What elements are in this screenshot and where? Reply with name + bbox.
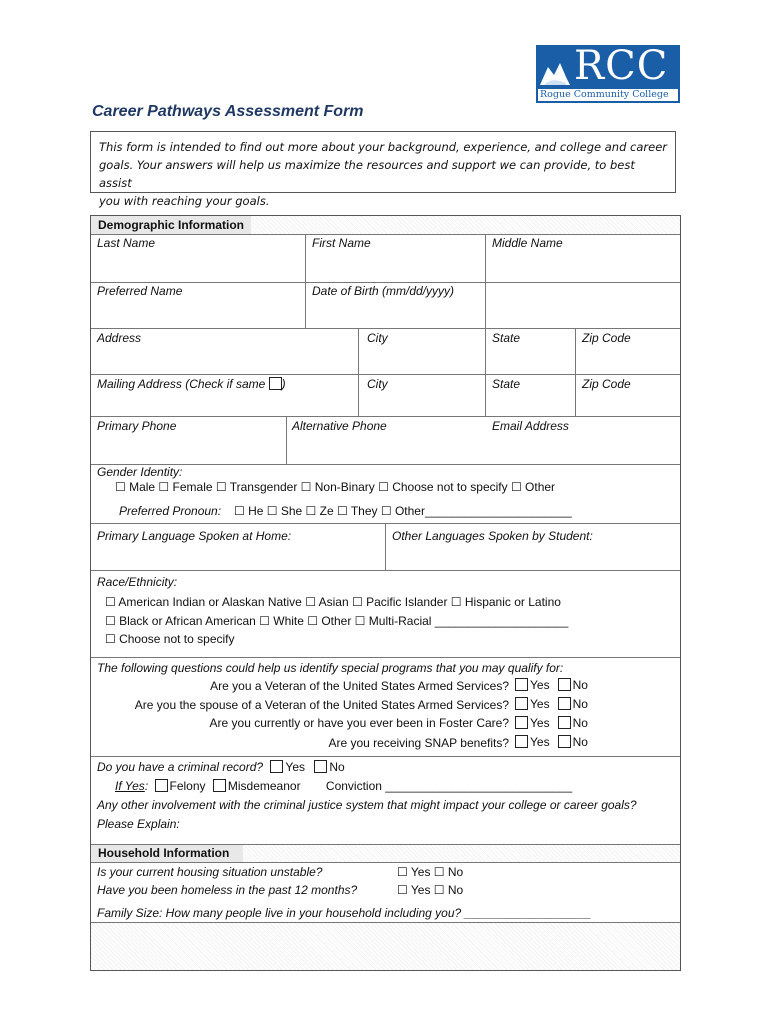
conviction-label: Conviction ____________________________ bbox=[325, 779, 573, 793]
other-languages-label: Other Languages Spoken by Student: bbox=[392, 529, 593, 543]
veteran-yes-checkbox[interactable] bbox=[515, 678, 528, 691]
middle-name-label: Middle Name bbox=[492, 236, 563, 250]
logo-text: RCC bbox=[574, 43, 669, 89]
intro-line-2: goals. Your answers will help us maximize the resources and support we can provide, to best assist bbox=[99, 158, 635, 190]
pronoun-label: Preferred Pronoun: bbox=[119, 504, 222, 518]
race-options-2[interactable]: ☐ Black or African American ☐ White ☐ Other ☐ Multi-Racial ____________________ bbox=[105, 614, 569, 628]
yes-label: Yes bbox=[530, 697, 550, 711]
form-title: Career Pathways Assessment Form bbox=[92, 103, 364, 120]
housing-options[interactable]: ☐ Yes ☐ No bbox=[397, 865, 464, 879]
household-header-shade bbox=[243, 845, 680, 862]
gender-label: Gender Identity: bbox=[97, 465, 183, 479]
spouse-yes-checkbox[interactable] bbox=[515, 697, 528, 710]
felony-checkbox[interactable] bbox=[155, 779, 168, 792]
no-label: No bbox=[572, 678, 588, 692]
foster-answers bbox=[515, 716, 588, 730]
pronoun-options[interactable]: ☐ He ☐ She ☐ Ze ☐ They ☐ Other______________________ bbox=[234, 504, 572, 518]
yes-label: Yes bbox=[530, 716, 550, 730]
foster-no-checkbox[interactable] bbox=[558, 716, 571, 729]
criminal-yes-label: Yes bbox=[285, 760, 305, 774]
spouse-question-row bbox=[135, 698, 509, 712]
no-label: No bbox=[572, 697, 588, 711]
criminal-no-label: No bbox=[329, 760, 345, 774]
please-explain-label: Please Explain: bbox=[97, 817, 180, 831]
mailing-address-label bbox=[97, 377, 286, 391]
homeless-question: Have you been homeless in the past 12 months? bbox=[97, 883, 358, 897]
snap-no-checkbox[interactable] bbox=[558, 735, 571, 748]
primary-phone-label: Primary Phone bbox=[97, 419, 177, 433]
intro-line-1: This form is intended to find out more about your background, experience, and college and career bbox=[99, 140, 668, 154]
criminal-no-checkbox[interactable] bbox=[314, 760, 327, 773]
intro-line-3: you with reaching your goals. bbox=[99, 194, 270, 208]
if-yes-colon: : bbox=[144, 779, 149, 793]
first-name-label: First Name bbox=[312, 236, 371, 250]
city2-label: City bbox=[367, 377, 388, 391]
housing-question: Is your current housing situation unstable? bbox=[97, 865, 323, 879]
demographic-header-label: Demographic Information bbox=[98, 218, 245, 232]
yes-label: Yes bbox=[530, 678, 550, 692]
race-label: Race/Ethnicity: bbox=[97, 575, 178, 589]
veteran-answers bbox=[515, 678, 588, 692]
spouse-answers bbox=[515, 697, 588, 711]
no-label: No bbox=[572, 716, 588, 730]
intro-box bbox=[90, 131, 676, 208]
form-frame bbox=[90, 215, 681, 971]
veteran-question-row bbox=[210, 679, 509, 693]
veteran-no-checkbox[interactable] bbox=[558, 678, 571, 691]
criminal-row bbox=[97, 760, 345, 774]
homeless-options[interactable]: ☐ Yes ☐ No bbox=[397, 883, 464, 897]
mailing-address-text: Mailing Address (Check if same bbox=[97, 377, 269, 391]
veteran-question: Are you a Veteran of the United States Armed Services? bbox=[210, 679, 509, 693]
involvement-question: Any other involvement with the criminal justice system that might impact your college or career goals? bbox=[97, 798, 637, 812]
primary-language-label: Primary Language Spoken at Home: bbox=[97, 529, 292, 543]
zip-label: Zip Code bbox=[582, 331, 631, 345]
snap-answers bbox=[515, 735, 588, 749]
preferred-name-label: Preferred Name bbox=[97, 284, 183, 298]
household-header-label: Household Information bbox=[98, 846, 230, 860]
felony-label: Felony bbox=[169, 779, 206, 793]
misdemeanor-label: Misdemeanor bbox=[227, 779, 301, 793]
header-shade bbox=[251, 216, 680, 234]
foster-question-row bbox=[210, 716, 509, 730]
criminal-question: Do you have a criminal record? bbox=[97, 760, 264, 774]
logo-subtitle: Rogue Community College bbox=[540, 89, 669, 100]
zip2-label: Zip Code bbox=[582, 377, 631, 391]
snap-question: Are you receiving SNAP benefits? bbox=[328, 736, 509, 750]
misdemeanor-checkbox[interactable] bbox=[213, 779, 226, 792]
bottom-shade bbox=[91, 923, 680, 970]
snap-question-row bbox=[328, 736, 509, 750]
alt-phone-label: Alternative Phone bbox=[292, 419, 387, 433]
criminal-yes-checkbox[interactable] bbox=[270, 760, 283, 773]
race-options-1[interactable]: ☐ American Indian or Alaskan Native ☐ Asian ☐ Pacific Islander ☐ Hispanic or Latino bbox=[105, 595, 561, 609]
if-yes-label: If Yes bbox=[115, 779, 145, 793]
snap-yes-checkbox[interactable] bbox=[515, 735, 528, 748]
programs-intro: The following questions could help us identify special programs that you may qualify for: bbox=[97, 661, 564, 675]
race-options-3[interactable]: ☐ Choose not to specify bbox=[105, 632, 235, 646]
yes-label: Yes bbox=[530, 735, 550, 749]
spouse-question: Are you the spouse of a Veteran of the United States Armed Services? bbox=[134, 698, 509, 712]
same-address-checkbox[interactable] bbox=[269, 377, 282, 390]
city-label: City bbox=[367, 331, 388, 345]
foster-yes-checkbox[interactable] bbox=[515, 716, 528, 729]
mailing-close: ) bbox=[281, 377, 286, 391]
family-size-question: Family Size: How many people live in your household including you? ___________________ bbox=[97, 906, 592, 920]
address-label: Address bbox=[97, 331, 142, 345]
if-yes-row bbox=[115, 779, 572, 793]
spouse-no-checkbox[interactable] bbox=[558, 697, 571, 710]
last-name-label: Last Name bbox=[97, 236, 156, 250]
email-label: Email Address bbox=[492, 419, 569, 433]
rcc-logo bbox=[536, 45, 680, 103]
no-label: No bbox=[572, 735, 588, 749]
foster-question: Are you currently or have you ever been in Foster Care? bbox=[209, 716, 509, 730]
state-label: State bbox=[492, 331, 521, 345]
gender-options[interactable]: ☐ Male ☐ Female ☐ Transgender ☐ Non-Binary ☐ Choose not to specify ☐ Other bbox=[115, 480, 556, 494]
dob-label: Date of Birth (mm/dd/yyyy) bbox=[312, 284, 455, 298]
state2-label: State bbox=[492, 377, 521, 391]
